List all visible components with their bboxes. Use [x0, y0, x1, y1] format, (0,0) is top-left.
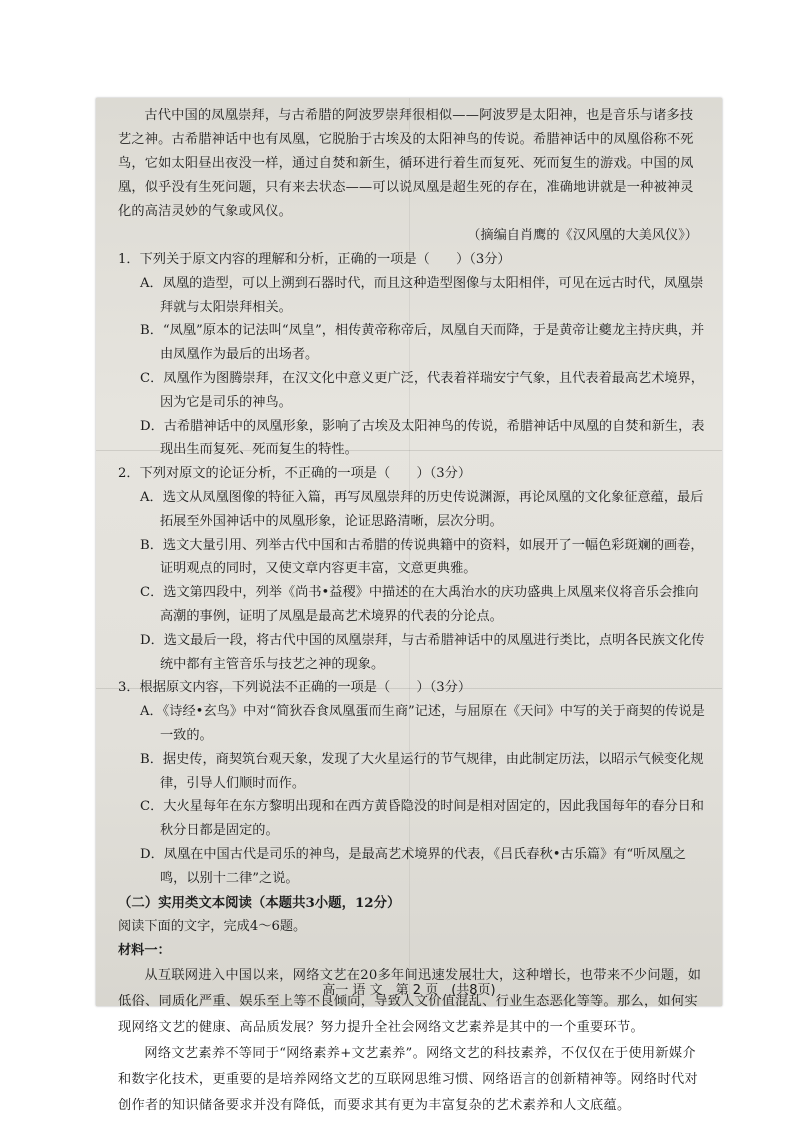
intro-paragraph: 古代中国的凤凰崇拜，与古希腊的阿波罗崇拜很相似——阿波罗是太阳神，也是音乐与诸多技艺之神。古希腊神话中也有凤凰，它脱胎于古埃及的太阳神鸟的传说。希腊神话中的凤凰俗称不死鸟，它如太阳昼出夜没一样，通过自焚和新生，循环进行着生而复死、死而复生的游戏。中国的凤凰，似乎没有生死问题，只有来去状态——可以说凤凰是超生死的存在，准确地讲就是一种被神灵化的高洁灵妙的气象或风仪。 [118, 108, 694, 219]
question-3 [118, 676, 706, 890]
paper-fold-line [409, 98, 410, 1006]
source-citation: （摘编自肖鹰的《汉风凰的大美风仪》） [467, 228, 698, 243]
option-a: A．选文从凤凰图像的特征入篇，再写凤凰崇拜的历史传说渊源，再论凤凰的文化象征意蕴，最后拓展至外国神话中的凤凰形象，论证思路清晰，层次分明。 [140, 489, 704, 529]
option-c: C．选文第四段中，列举《尚书•益稷》中描述的在大禹治水的庆功盛典上凤凰来仪将音乐会推向高潮的事例，证明了凤凰是最高艺术境界的代表的分论点。 [140, 585, 699, 624]
option-b: B．“凤凰”原本的记法叫“凤皇”，相传黄帝称帝后，凤凰自天而降，于是黄帝让夔龙主持庆典，并由凤凰作为最后的出场者。 [140, 323, 705, 363]
page-footer: 高一 语 文 第 2 页 (共8页) [322, 983, 496, 998]
question-1 [118, 248, 706, 462]
material-label: 材料一： [118, 942, 171, 958]
material-paragraph: 从互联网进入中国以来，网络文艺在20多年间迅速发展壮大，这种增长，也带来不少问题，如低俗、同质化严重、娱乐至上等不良倾向，导致人文价值混乱、行业生态恶化等等。那么，如何实现网络文艺的健康、高品质发展？努力提升全社会网络文艺素养是其中的一个重要环节。 [118, 967, 702, 1035]
option-a: A．凤凰的造型，可以上溯到石器时代，而且这种造型图像与太阳相伴，可见在远古时代，凤凰崇拜就与太阳崇拜相关。 [140, 275, 704, 315]
option-b: B．据史传，商契筑台观天象，发现了大火星运行的节气规律，由此制定历法，以昭示气候变化规律，引导人们顺时而作。 [140, 751, 704, 791]
question-stem: 3．根据原文内容，下列说法不正确的一项是（ ）（3分） [118, 680, 472, 696]
option-d: D．古希腊神话中的凤凰形象，影响了古埃及太阳神鸟的传说，希腊神话中凤凰的自焚和新生，表现出生而复死、死而复生的特性。 [140, 418, 705, 458]
option-a: A．《诗经•玄鸟》中对“简狄吞食凤凰蛋而生商”记述，与屈原在《天问》中写的关于商契的传说是一致的。 [140, 704, 705, 743]
question-stem: 2．下列对原文的论证分析，不正确的一项是（ ）（3分） [118, 466, 472, 482]
option-b: B．选文大量引用、列举古代中国和古希腊的传说典籍中的资料，如展开了一幅色彩斑斓的画卷，证明观点的同时，又使文章内容更丰富，文意更典雅。 [140, 537, 704, 577]
question-stem: 1．下列关于原文内容的理解和分析，正确的一项是（ ）（3分） [118, 252, 511, 267]
option-c: C．凤凰作为图腾崇拜，在汉文化中意义更广泛，代表着祥瑞安宁气象，且代表着最高艺术境界，因为它是司乐的神鸟。 [140, 370, 704, 410]
question-2 [118, 462, 706, 676]
option-d: D．凤凰在中国古代是司乐的神鸟，是最高艺术境界的代表，《吕氏春秋•古乐篇》有“听凤凰之鸣，以别十二律”之说。 [140, 846, 686, 886]
material-paragraph: 网络文艺素养不等同于“网络素养+文艺素养”。网络文艺的科技素养，不仅仅在于使用新媒介和数字化技术，更重要的是培养网络文艺的互联网思维习惯、网络语言的创新精神等。网络时代对创作者的知识储备要求并没有降低，而要求其有更为丰富复杂的艺术素养和人文底蕴。 [118, 1045, 698, 1113]
section-title: （二）实用类文本阅读（本题共3小题，12分） [118, 894, 401, 911]
option-c: C．大火星每年在东方黎明出现和在西方黄昏隐没的时间是相对固定的，因此我国每年的春分日和秋分日都是固定的。 [140, 799, 704, 839]
reading-instruction: 阅读下面的文字，完成4～6题。 [118, 918, 307, 934]
option-d: D．选文最后一段，将古代中国的凤凰崇拜，与古希腊神话中的凤凰进行类比，点明各民族文化传统中都有主管音乐与技艺之神的现象。 [140, 632, 705, 672]
exam-sheet [96, 98, 722, 1113]
